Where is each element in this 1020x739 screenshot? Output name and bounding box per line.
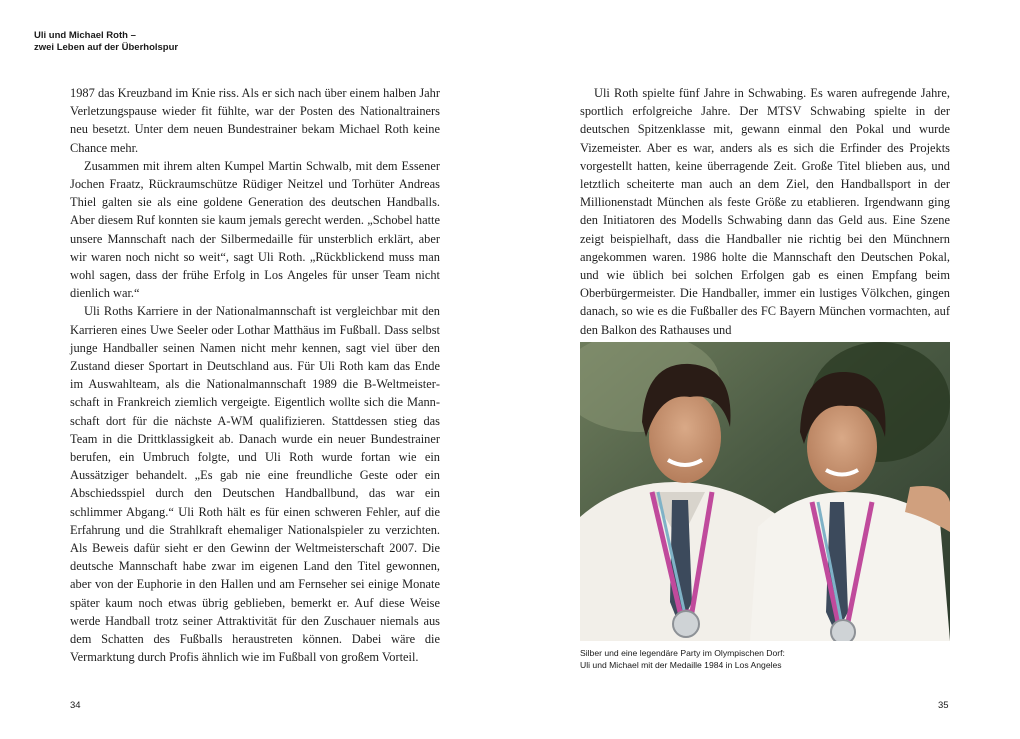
photo-uli-and-michael-roth (580, 342, 950, 641)
paragraph: Uli Roths Karriere in der Nationalmannschaft ist vergleichbar mit den Karrieren eines Uwe Seeler oder Lothar Matthäus im Fußball. Dass selbst junge Handballer seinen Namen nicht mehr kennen, sagt viel über den Zustand dieser Sportart in Deutschland aus. Für Uli Roth kam das Ende im Auswahlteam, als die Nationalmannschaft 1989 die B-Weltmeisterschaft in Frankreich ziemlich vergeigte. Eigentlich wollte sich die Mannschaft dort für die nächste A-WM qualifizieren. Stattdessen stieg das Team in die Drittklassigkeit ab. Danach wurde ein neuer Bundestrainer berufen, ein Umbruch folgte, und Uli Roth wurde fortan wie ein Aussätziger behandelt. „Es gab nie eine freundliche Geste oder ein Abschiedsspiel durch den Deutschen Handballbund, das war ein schlimmer Abgang.“ Uli Roth hält es für einen schweren Fehler, auf die Erfahrung und die Strahlkraft ehemaliger Nationalspieler zu verzichten. Als Beweis dafür sieht er den Gewinn der Weltmeisterschaft 2007. Die deutsche Mannschaft habe zwar im eigenen Land den Titel gewonnen, aber von der Euphorie in den Hallen und am Fernseher sei einige Monate später kaum noch etwas übrig geblieben, bemerkt er. Auf diese Weise werde Handball trotz seiner Attraktivität für den Zuschauer niemals aus dem Schatten des Fußballs heraustreten können. Dabei wäre die Vermarktung durch Profis ähnlich wie im Fußball von großem Vorteil. (70, 304, 440, 665)
page-number-right: 35 (938, 700, 949, 711)
caption-line-1: Silber und eine legendäre Party im Olympischen Dorf: (580, 648, 785, 658)
page-number-left: 34 (70, 700, 81, 711)
running-head-line-2: zwei Leben auf der Überholspur (34, 42, 179, 53)
left-page-body (70, 84, 440, 667)
photo-caption (580, 648, 950, 671)
paragraph: 1987 das Kreuzband im Knie riss. Als er sich nach über einem halben Jahr Verletzungspause wieder fit fühlte, war der Posten des Nationaltrainers neu besetzt. Unter dem neuen Bundestrainer bekam Michael Roth keine Chance mehr. (70, 86, 440, 155)
running-head (34, 30, 178, 54)
caption-line-2: Uli und Michael mit der Medaille 1984 in Los Angeles (580, 659, 782, 670)
paragraph: Zusammen mit ihrem alten Kumpel Martin Schwalb, mit dem Essener Jochen Fraatz, Rückraumschütze Rüdiger Neitzel und Torhüter Andreas Thiel galten sie als eine goldene Generation des deutschen Handballs. Aber diesem Ruf konnten sie kaum jemals gerecht werden. „Schobel hatte unsere Mannschaft nach der Silbermedaille für unsterblich erklärt, aber wir waren noch nicht so weit“, sagt Uli Roth. „Rückblickend muss man wohl sagen, dass der frühe Erfolg in Los Angeles für unser Team nicht dienlich war.“ (70, 158, 440, 301)
paragraph: Uli Roth spielte fünf Jahre in Schwabing. Es waren aufregende Jahre, sportlich erfolgreiche Jahre. Der MTSV Schwabing spielte in der deutschen Spitzenklasse mit, gewann einmal den Pokal und wurde Vizemeister. Aber es war, anders als es sich die Erfinder des Projekts vorgestellt hatten, keine überragende Zeit. Große Titel blieben aus, und letztlich scheiterte man auch an dem Ziel, den Handballsport in der Millionenstadt München als feste Größe zu etablieren. Irgendwann ging den Initiatoren des Modells Schwabing dann das Geld aus. Eine Szene zeigt beispielhaft, dass die Handballer nie richtig bei den Münchnern angekommen waren. 1986 holte die Mannschaft den Deutschen Pokal, und wie üblich bei solchen Erfolgen gab es einen Empfang beim Oberbürgermeister. Die Handballer, immer ein lustiges Völkchen, gingen danach, so wie es die Fußballer des FC Bayern München vormachten, auf den Balkon des Rathauses und (580, 86, 950, 337)
right-page-body (580, 84, 950, 339)
running-head-line-1: Uli und Michael Roth – (34, 30, 136, 41)
